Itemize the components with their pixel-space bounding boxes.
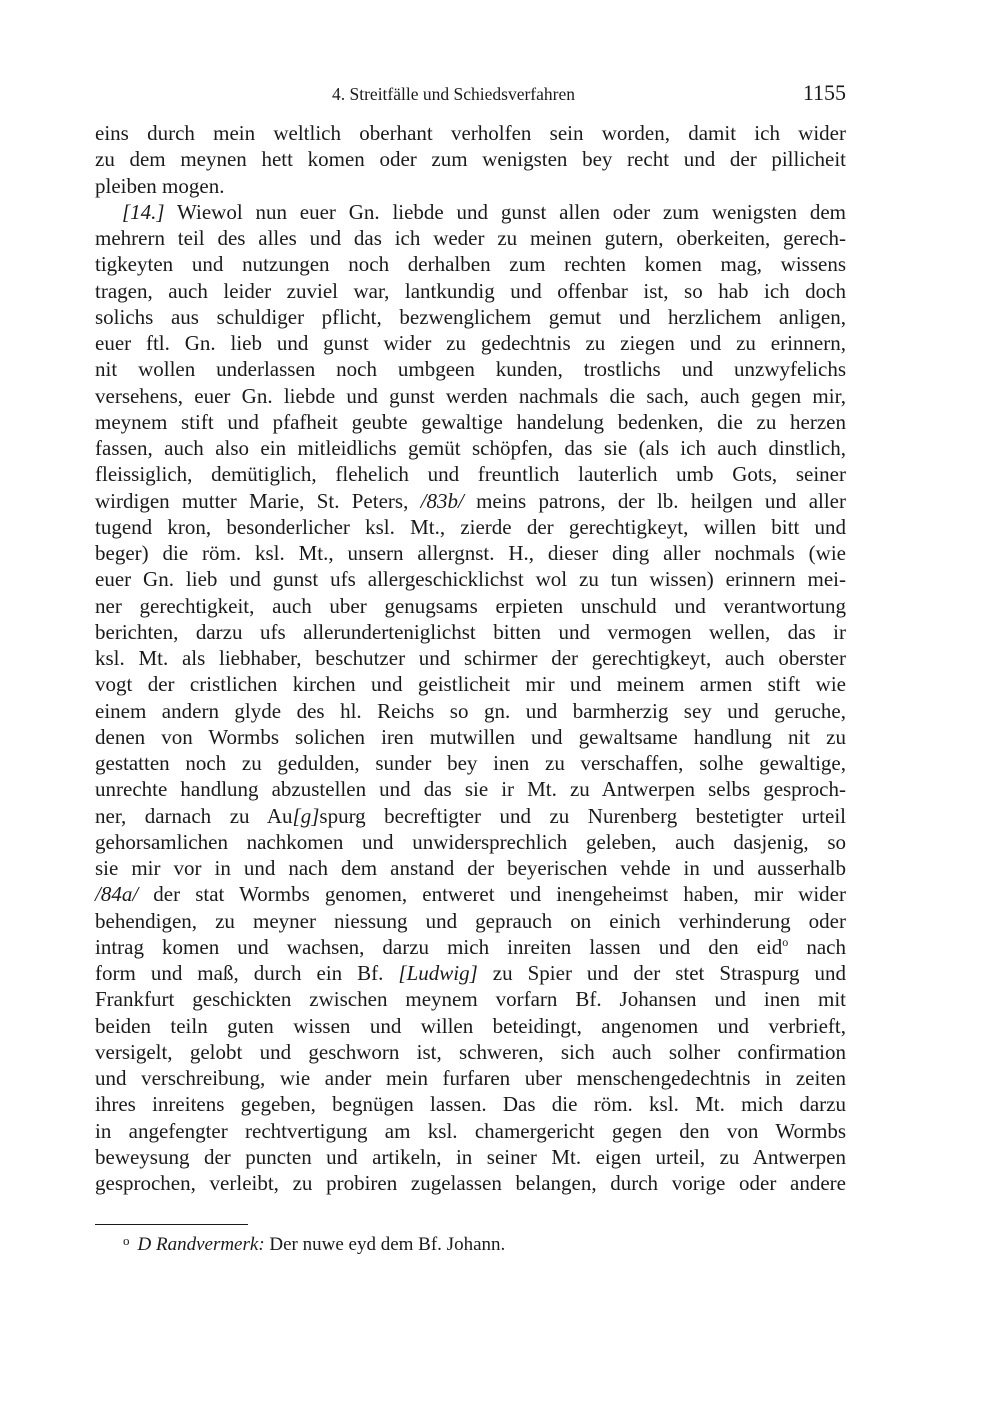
editorial-insertion: [Ludwig]: [398, 961, 478, 985]
running-title: 4. Streitfälle und Schiedsverfahren: [332, 84, 575, 104]
text-line: tragen, auch leider zuviel war, lantkundig und offenbar ist, so hab ich doch: [95, 278, 846, 303]
editorial-insertion: [g]: [292, 803, 320, 828]
text-line: Frankfurt geschickten zwischen meynem vorfarn Bf. Johansen und inen mit: [95, 987, 846, 1012]
text-line: wirdigen mutter Marie, St. Peters, /83b/ meins patrons, der lb. heilgen und aller: [95, 488, 846, 513]
text-line: gehorsamlichen nachkomen und unwidersprechlich geleben, auch dasjenig, so: [95, 829, 846, 854]
paragraph-marker: [14.]: [122, 199, 165, 224]
text-line: gestatten noch zu gedulden, sunder bey inen zu verschaffen, solhe gewaltige,: [95, 751, 846, 775]
text-line: gesprochen, verleibt, zu probiren zugelassen belangen, durch vorige oder andere: [95, 1171, 846, 1195]
text-line: intrag komen und wachsen, darzu mich inreiten lassen und den eid$^o$ nach: [95, 934, 846, 959]
footnote-marker: o: [123, 1233, 130, 1248]
text-line: /84a/ der stat Wormbs genomen, entweret und inengeheimst haben, mir wider: [95, 882, 846, 907]
text-line: meynem stift und pfafheit geubte gewaltige handelung bedenken, die zu herzen: [95, 409, 846, 434]
text-line: mehrern teil des alles und das ich weder zu meinen gutern, oberkeiten, gerech-: [95, 226, 846, 250]
folio-marker: /84a/: [95, 882, 139, 907]
text-line: versehens, euer Gn. liebde und gunst werden nachmals die sach, auch gegen mir,: [95, 383, 846, 408]
text-line: ksl. Mt. als liebhaber, beschutzer und schirmer der gerechtigkeyt, auch oberster: [95, 646, 846, 670]
footnote-text: Der nuwe eyd dem Bf. Johann.: [264, 1234, 506, 1255]
footnote: [123, 1229, 505, 1257]
text-line: solichs aus schuldiger pflicht, bezwenglichem gemut und herzlichem anligen,: [95, 304, 846, 329]
text-line: denen von Wormbs solichen iren mutwillen und gewaltsame handlung nit zu: [95, 724, 846, 749]
text-line: nit wollen underlassen noch umbgeen kunden, trostlichs und unzwyfelichs: [95, 357, 846, 382]
text-line: sie mir vor in und nach dem anstand der beyerischen vehde in und ausserhalb: [95, 856, 846, 880]
folio-marker: /83b/: [420, 488, 464, 513]
text-line: in angefengter rechtvertigung am ksl. chamergericht gegen den von Wormbs: [95, 1118, 846, 1143]
footnote-divider: [95, 1224, 248, 1225]
text-line: einem andern glyde des hl. Reichs so gn. und barmherzig sey und geruche,: [95, 698, 846, 723]
text-line: und verschreibung, wie ander mein furfaren uber menschengedechtnis in zeiten: [95, 1066, 846, 1090]
text-line: ner, darnach zu Au[g]spurg becreftigter und zu Nurenberg bestetigter urteil: [95, 803, 846, 828]
text-line: form und maß, durch ein Bf. [Ludwig] zu Spier und der stet Straspurg und: [95, 961, 846, 985]
text-line: berichten, darzu ufs allerunderteniglichst bitten und vermogen wellen, das ir: [95, 619, 846, 644]
text-line: [14.] Wiewol nun euer Gn. liebde und gunst allen oder zum wenigsten dem: [122, 199, 846, 224]
text-line: euer Gn. lieb und gunst ufs allergeschicklichst wol zu tun wissen) erinnern mei-: [95, 567, 846, 592]
text-line: unrechte handlung abzustellen und das sie ir Mt. zu Antwerpen selbs gesproch-: [95, 777, 846, 802]
running-header: [96, 80, 846, 110]
footnote-label: D Randvermerk:: [137, 1234, 265, 1255]
text-line: versigelt, gelobt und geschworn ist, schweren, sich auch solher confirmation: [95, 1039, 846, 1064]
text-line: tigkeyten und nutzungen noch derhalben zum rechten komen mag, wissens: [95, 252, 846, 277]
footnote-reference: o: [782, 934, 789, 949]
main-text: [95, 120, 846, 1196]
text-line: pleiben mogen.: [95, 173, 225, 198]
text-line: fassen, auch also ein mitleidlichs gemüt schöpfen, das sie (als ich auch dinstlich,: [95, 436, 846, 460]
page-number: 1155: [802, 80, 846, 105]
text-line: zu dem meynen hett komen oder zum wenigsten bey recht und der pillicheit: [95, 147, 846, 172]
text-line: ner gerechtigkeit, auch uber genugsams erpieten unschuld und verantwortung: [95, 593, 846, 618]
text-line: beweysung der puncten und artikeln, in seiner Mt. eigen urteil, zu Antwerpen: [95, 1144, 846, 1169]
text-line: fleissiglich, demütiglich, flehelich und freuntlich lauterlich umb Gots, seiner: [95, 462, 846, 487]
text-line: vogt der cristlichen kirchen und geistlicheit mir und meinem armen stift wie: [95, 672, 846, 697]
text-line: euer ftl. Gn. lieb und gunst wider zu gedechtnis zu ziegen und zu erinnern,: [95, 331, 846, 355]
text-line: tugend kron, besonderlicher ksl. Mt., zierde der gerechtigkeyt, willen bitt und: [95, 514, 846, 539]
text-line: behendigen, zu meyner niessung und geprauch on einich verhinderung oder: [95, 908, 846, 933]
text-line: beger) die röm. ksl. Mt., unsern allergnst. H., dieser ding aller nochmals (wie: [95, 541, 846, 565]
text-line: ihres inreitens gegeben, begnügen lassen. Das die röm. ksl. Mt. mich darzu: [95, 1092, 846, 1117]
text-line: eins durch mein weltlich oberhant verholfen sein worden, damit ich wider: [95, 121, 846, 145]
text-line: beiden teiln guten wissen und willen beteidingt, angenomen und verbrieft,: [95, 1013, 846, 1038]
